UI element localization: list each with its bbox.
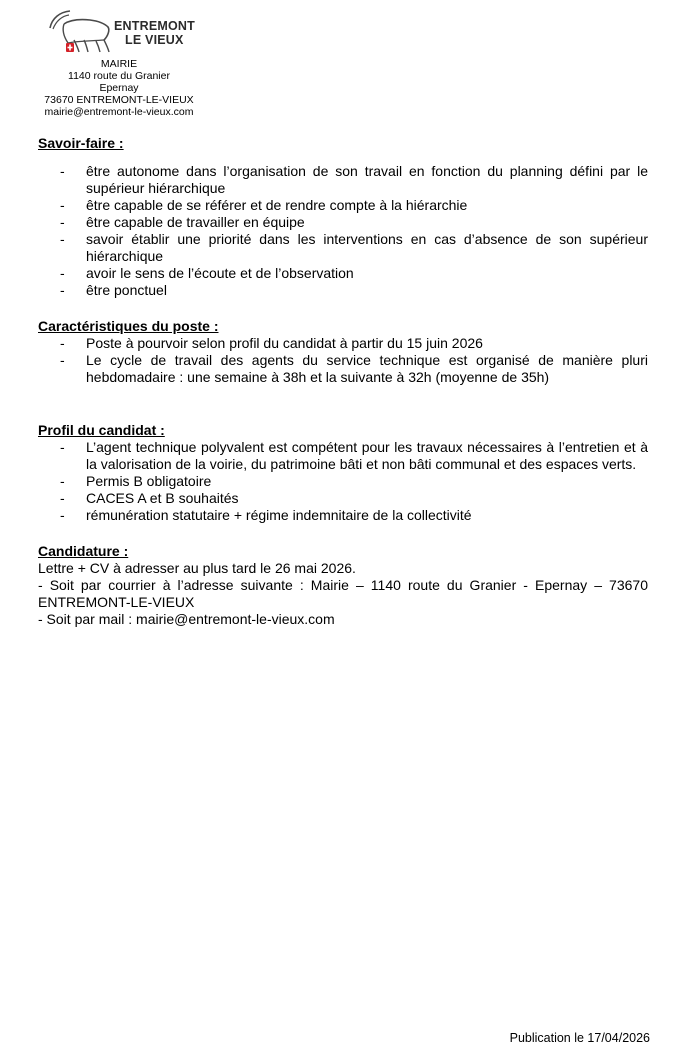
section-title: Caractéristiques du poste : — [38, 318, 219, 334]
address-line: Epernay — [99, 82, 139, 94]
address-line: MAIRIE — [100, 58, 138, 70]
logo-line-1: ENTREMONT — [114, 19, 195, 33]
section-title: Savoir-faire : — [38, 135, 124, 151]
list-item: - rémunération statutaire + régime indemnitaire de la collectivité — [38, 507, 648, 524]
commune-logo — [34, 8, 204, 56]
list-item: - Permis B obligatoire — [38, 473, 648, 490]
profil-list — [38, 439, 648, 524]
logo-wordmark — [114, 19, 195, 47]
letterhead — [34, 8, 204, 118]
section-caracteristiques — [38, 318, 648, 386]
address-line: 73670 ENTREMONT-LE-VIEUX — [44, 94, 194, 106]
list-item: - savoir établir une priorité dans les interventions en cas d’absence de son supérieur hiérarchique — [38, 231, 648, 265]
caracteristiques-list — [38, 335, 648, 386]
list-item: - Le cycle de travail des agents du service technique est organisé de manière pluri hebdomadaire : une semaine à 38h et la suivante à 32h (moyenne de 35h) — [38, 352, 648, 386]
list-item: - Poste à pourvoir selon profil du candidat à partir du 15 juin 2026 — [38, 335, 648, 352]
list-item: - avoir le sens de l’écoute et de l’observation — [38, 265, 648, 282]
section-profil — [38, 422, 648, 524]
publication-date: Publication le 17/04/2026 — [509, 1031, 650, 1045]
list-item: - être capable de travailler en équipe — [38, 214, 648, 231]
list-item: - être autonome dans l’organisation de son travail en fonction du planning défini par le supérieur hiérarchique — [38, 163, 648, 197]
candidature-email: - Soit par mail : mairie@entremont-le-vieux.com — [38, 611, 335, 627]
address-email: mairie@entremont-le-vieux.com — [44, 106, 194, 118]
savoir-faire-list — [38, 163, 648, 299]
document-body — [38, 135, 648, 628]
list-item: - CACES A et B souhaités — [38, 490, 648, 507]
section-savoir-faire — [38, 135, 648, 299]
logo-line-2: LE VIEUX — [125, 33, 184, 47]
list-item: - L’agent technique polyvalent est compétent pour les travaux nécessaires à l’entretien et à la valorisation de la voirie, du patrimoine bâti et non bâti communal et des espaces verts. — [38, 439, 648, 473]
candidature-postal: - Soit par courrier à l’adresse suivante : Mairie – 1140 route du Granier - Epernay – 73670 ENTREMONT-LE-VIEUX — [38, 577, 648, 610]
ibex-logo-icon — [46, 10, 116, 54]
list-item: - être capable de se référer et de rendre compte à la hiérarchie — [38, 197, 648, 214]
list-item: - être ponctuel — [38, 282, 648, 299]
mairie-address — [34, 58, 204, 118]
section-title: Profil du candidat : — [38, 422, 165, 438]
candidature-deadline: Lettre + CV à adresser au plus tard le 26 mai 2026. — [38, 560, 356, 576]
address-line: 1140 route du Granier — [68, 70, 170, 82]
section-title: Candidature : — [38, 543, 129, 559]
section-candidature — [38, 543, 648, 628]
